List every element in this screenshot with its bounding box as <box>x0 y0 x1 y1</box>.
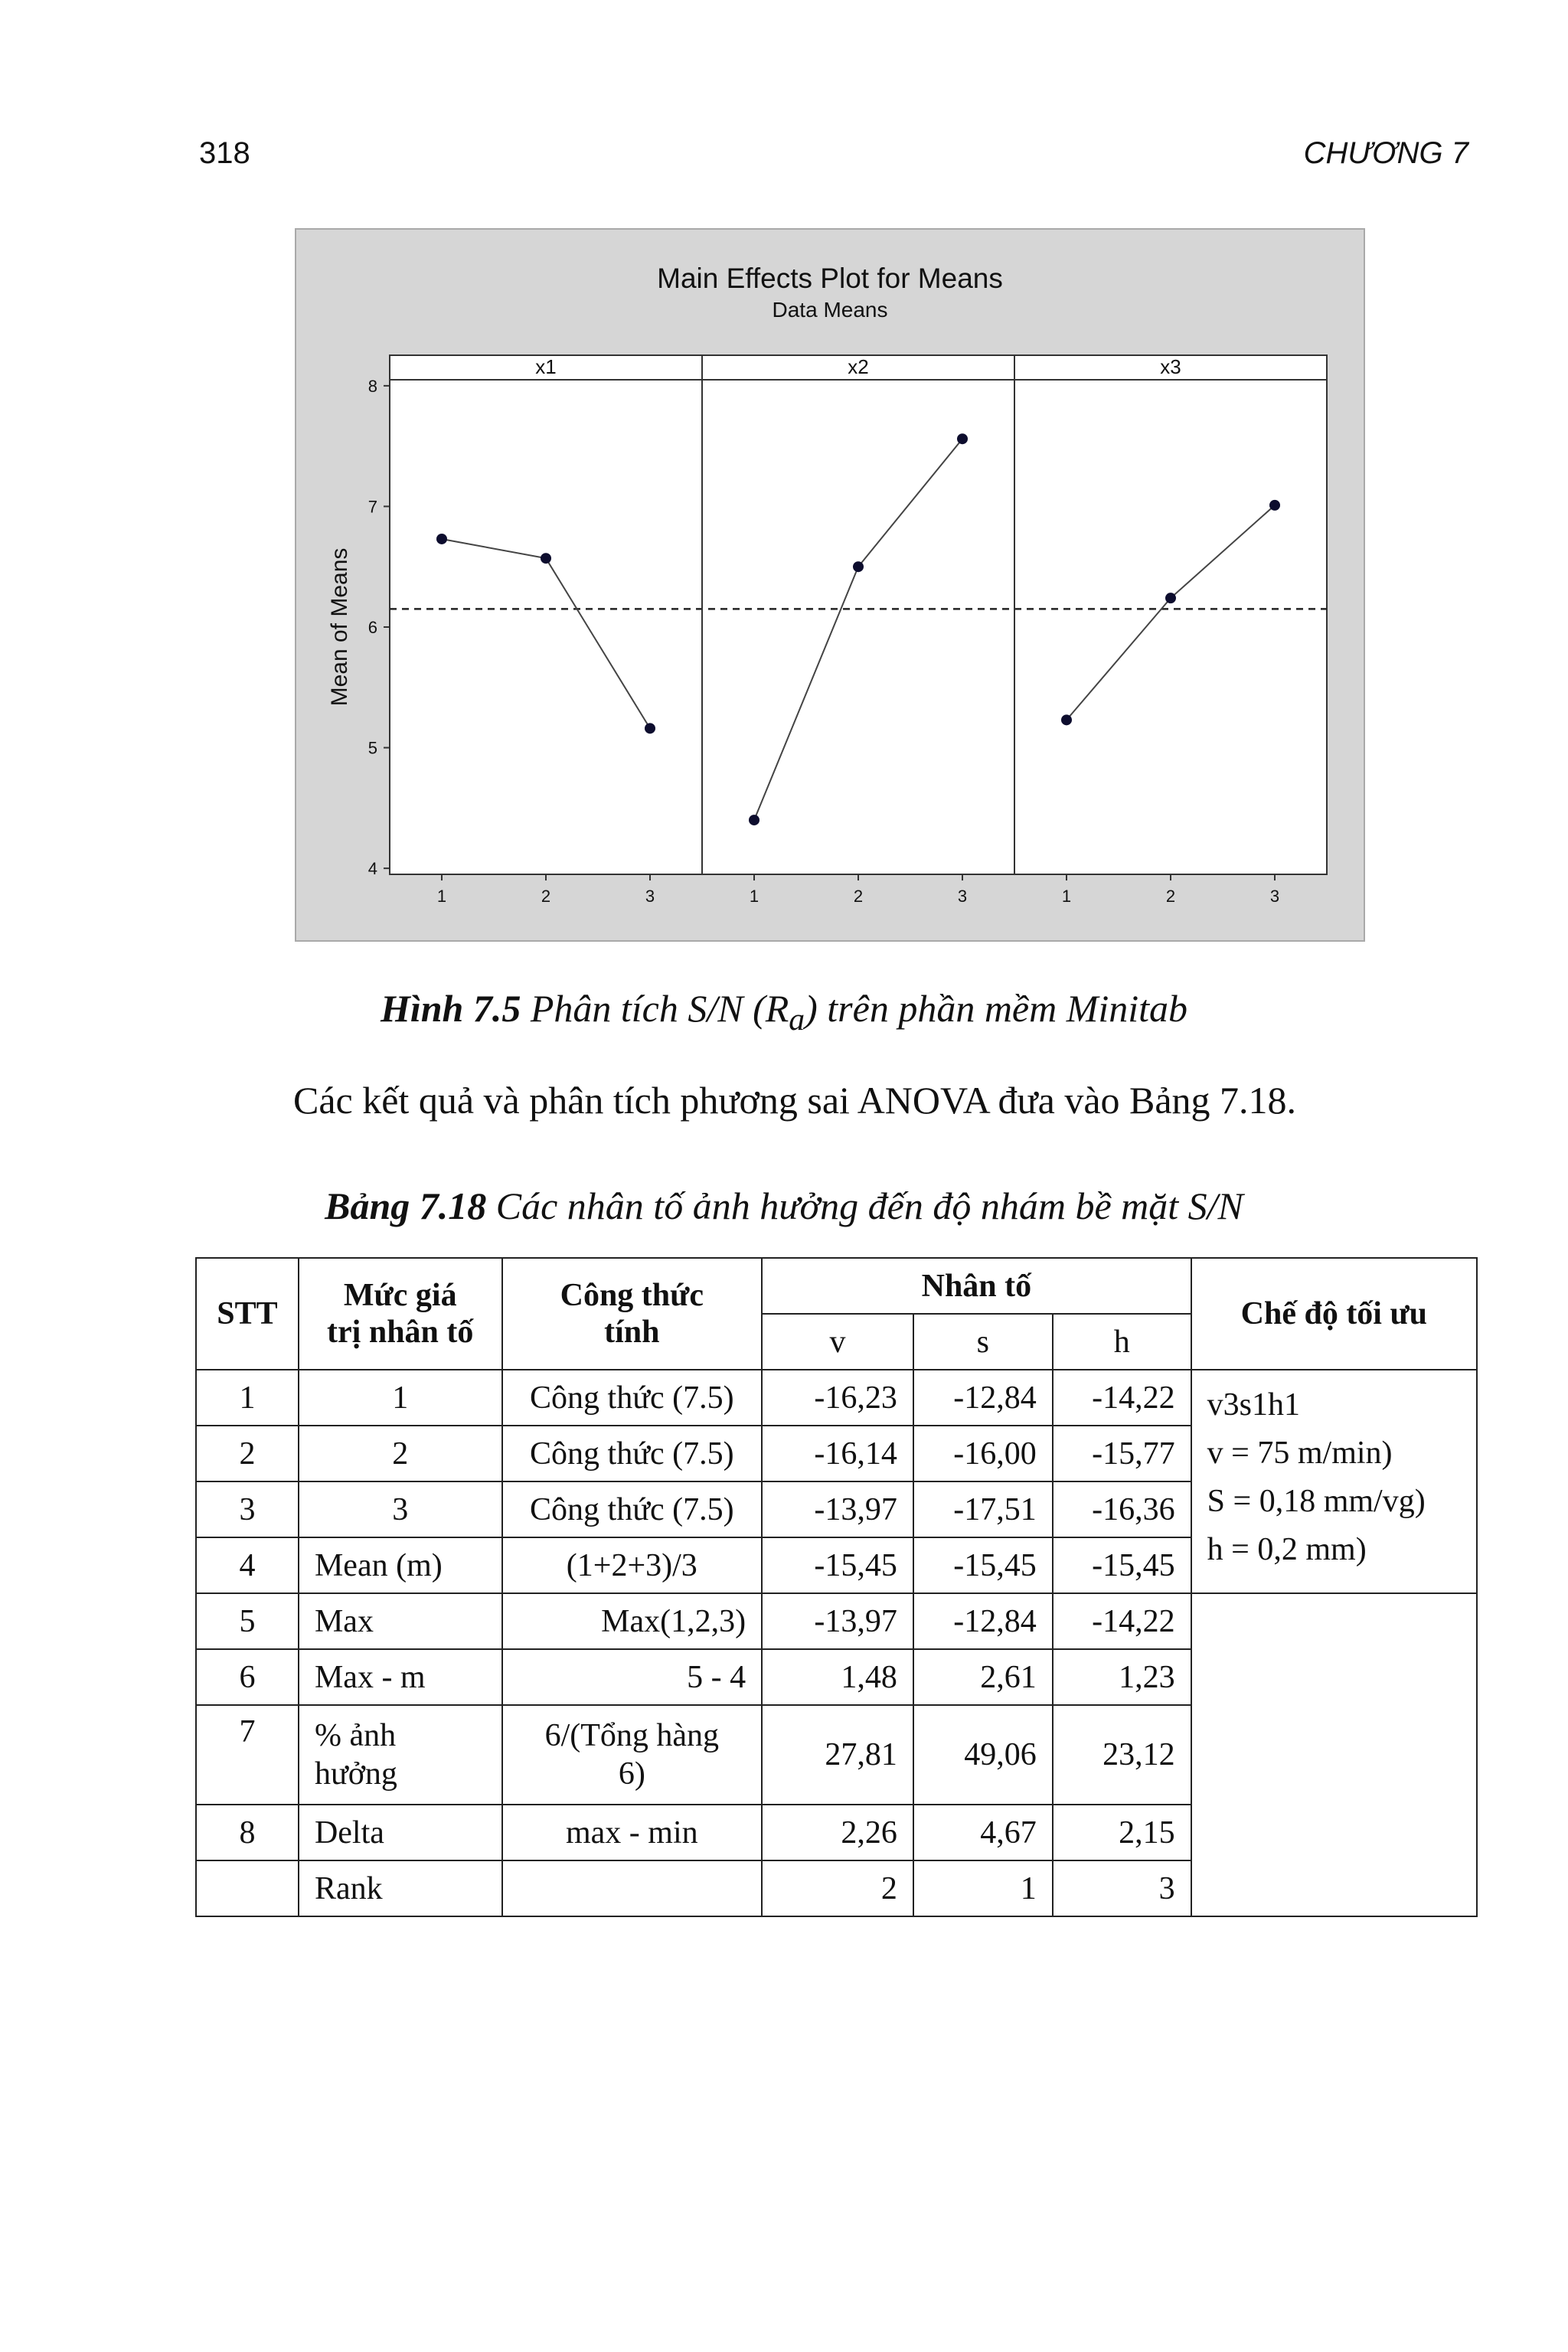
cell-formula: 5 - 4 <box>502 1649 763 1705</box>
cell-v: 1,48 <box>762 1649 913 1705</box>
cell-level: Max - m <box>299 1649 502 1705</box>
data-point <box>1165 593 1176 603</box>
table-header-row <box>196 1258 1477 1314</box>
y-tick-label: 5 <box>368 738 377 758</box>
panel-label: x1 <box>535 355 557 378</box>
cell-h: -16,36 <box>1053 1481 1191 1537</box>
plot-area <box>390 355 1327 874</box>
cell-stt: 5 <box>196 1593 299 1649</box>
cell-s: 4,67 <box>913 1805 1053 1860</box>
cell-formula: (1+2+3)/3 <box>502 1537 763 1593</box>
figure-caption-label: Hình 7.5 <box>380 987 521 1030</box>
cell-level: Mean (m) <box>299 1537 502 1593</box>
x-tick-label: 1 <box>436 887 447 906</box>
cell-stt: 3 <box>196 1481 299 1537</box>
cell-level: Rank <box>299 1860 502 1916</box>
y-tick-label: 6 <box>368 618 377 637</box>
header-s: s <box>913 1314 1053 1370</box>
x-tick-label: 3 <box>957 887 968 906</box>
y-tick-label: 4 <box>368 859 377 879</box>
page-number: 318 <box>199 136 250 170</box>
optimal-line: v3s1h1 <box>1207 1387 1301 1423</box>
cell-stt: 4 <box>196 1537 299 1593</box>
cell-stt: 2 <box>196 1426 299 1481</box>
y-tick-label: 7 <box>368 497 377 517</box>
cell-h: 3 <box>1053 1860 1191 1916</box>
table-title <box>0 1184 1568 1228</box>
cell-level: Delta <box>299 1805 502 1860</box>
table-title-label: Bảng 7.18 <box>325 1184 487 1227</box>
optimal-line: h = 0,2 mm) <box>1207 1532 1367 1567</box>
cell-formula: Công thức (7.5) <box>502 1370 763 1426</box>
cell-s: -15,45 <box>913 1537 1053 1593</box>
data-point <box>957 433 968 444</box>
chart-title: Main Effects Plot for Means <box>657 263 1003 294</box>
optimal-empty-cell <box>1191 1593 1477 1916</box>
cell-formula: Max(1,2,3) <box>502 1593 763 1649</box>
x-tick-label: 3 <box>1269 887 1280 906</box>
results-table <box>195 1257 1478 1917</box>
data-point <box>749 815 760 825</box>
figure-caption-tail: ) trên phần mềm Minitab <box>805 987 1188 1030</box>
data-point <box>541 553 551 564</box>
cell-level: % ảnh hưởng <box>299 1705 502 1805</box>
data-point <box>1269 500 1280 511</box>
cell-formula <box>502 1860 763 1916</box>
data-point <box>1061 714 1072 725</box>
figure-caption-sub: a <box>789 1002 805 1037</box>
data-point <box>853 561 864 572</box>
cell-h: 1,23 <box>1053 1649 1191 1705</box>
table-row <box>196 1593 1477 1649</box>
optimal-line: S = 0,18 mm/vg) <box>1207 1484 1426 1519</box>
cell-formula: Công thức (7.5) <box>502 1426 763 1481</box>
x-tick-label: 1 <box>1061 887 1072 906</box>
cell-h: -14,22 <box>1053 1370 1191 1426</box>
cell-stt: 7 <box>196 1705 299 1805</box>
cell-formula: max - min <box>502 1805 763 1860</box>
cell-stt: 6 <box>196 1649 299 1705</box>
header-optimal: Chế độ tối ưu <box>1191 1258 1477 1370</box>
main-effects-chart <box>296 230 1364 940</box>
cell-stt: 8 <box>196 1805 299 1860</box>
figure-caption <box>0 986 1568 1038</box>
x-tick-label: 1 <box>749 887 760 906</box>
cell-level: 1 <box>299 1370 502 1426</box>
cell-v: -13,97 <box>762 1593 913 1649</box>
table-title-text: Các nhân tố ảnh hưởng đến độ nhám bề mặt S/N <box>495 1184 1243 1227</box>
cell-s: 2,61 <box>913 1649 1053 1705</box>
cell-s: -12,84 <box>913 1593 1053 1649</box>
cell-v: -15,45 <box>762 1537 913 1593</box>
x-tick-label: 3 <box>645 887 655 906</box>
cell-level: Max <box>299 1593 502 1649</box>
cell-s: -17,51 <box>913 1481 1053 1537</box>
cell-stt <box>196 1860 299 1916</box>
cell-s: 1 <box>913 1860 1053 1916</box>
panel-label: x2 <box>848 355 869 378</box>
chapter-title: CHƯƠNG 7 <box>1303 136 1468 170</box>
cell-s: -16,00 <box>913 1426 1053 1481</box>
data-point <box>645 723 655 733</box>
optimal-line: v = 75 m/min) <box>1207 1436 1393 1471</box>
y-axis-label: Mean of Means <box>327 547 352 707</box>
cell-formula: Công thức (7.5) <box>502 1481 763 1537</box>
x-tick-label: 2 <box>853 887 864 906</box>
y-tick-label: 8 <box>368 376 377 396</box>
cell-h: -15,45 <box>1053 1537 1191 1593</box>
cell-v: -16,23 <box>762 1370 913 1426</box>
header-v: v <box>762 1314 913 1370</box>
cell-level: 3 <box>299 1481 502 1537</box>
header-factor: Nhân tố <box>762 1258 1191 1314</box>
header-stt: STT <box>196 1258 299 1370</box>
cell-stt: 1 <box>196 1370 299 1426</box>
header-h: h <box>1053 1314 1191 1370</box>
cell-formula: 6/(Tổng hàng 6) <box>502 1705 763 1805</box>
cell-v: 2,26 <box>762 1805 913 1860</box>
main-effects-figure <box>295 228 1365 942</box>
cell-v: -13,97 <box>762 1481 913 1537</box>
x-tick-label: 2 <box>541 887 551 906</box>
optimal-settings <box>1191 1370 1477 1593</box>
x-tick-label: 2 <box>1165 887 1176 906</box>
cell-s: -12,84 <box>913 1370 1053 1426</box>
header-level: Mức giá trị nhân tố <box>299 1258 502 1370</box>
table-row <box>196 1370 1477 1426</box>
cell-v: 27,81 <box>762 1705 913 1805</box>
panel-label: x3 <box>1160 355 1181 378</box>
header-formula: Công thức tính <box>502 1258 763 1370</box>
cell-h: -14,22 <box>1053 1593 1191 1649</box>
cell-h: 23,12 <box>1053 1705 1191 1805</box>
cell-h: 2,15 <box>1053 1805 1191 1860</box>
cell-h: -15,77 <box>1053 1426 1191 1481</box>
chart-subtitle: Data Means <box>772 298 888 322</box>
cell-v: -16,14 <box>762 1426 913 1481</box>
data-point <box>436 534 447 544</box>
cell-v: 2 <box>762 1860 913 1916</box>
figure-caption-text: Phân tích S/N (R <box>530 987 789 1030</box>
cell-s: 49,06 <box>913 1705 1053 1805</box>
body-paragraph: Các kết quả và phân tích phương sai ANOVA đưa vào Bảng 7.18. <box>293 1079 1297 1122</box>
cell-level: 2 <box>299 1426 502 1481</box>
